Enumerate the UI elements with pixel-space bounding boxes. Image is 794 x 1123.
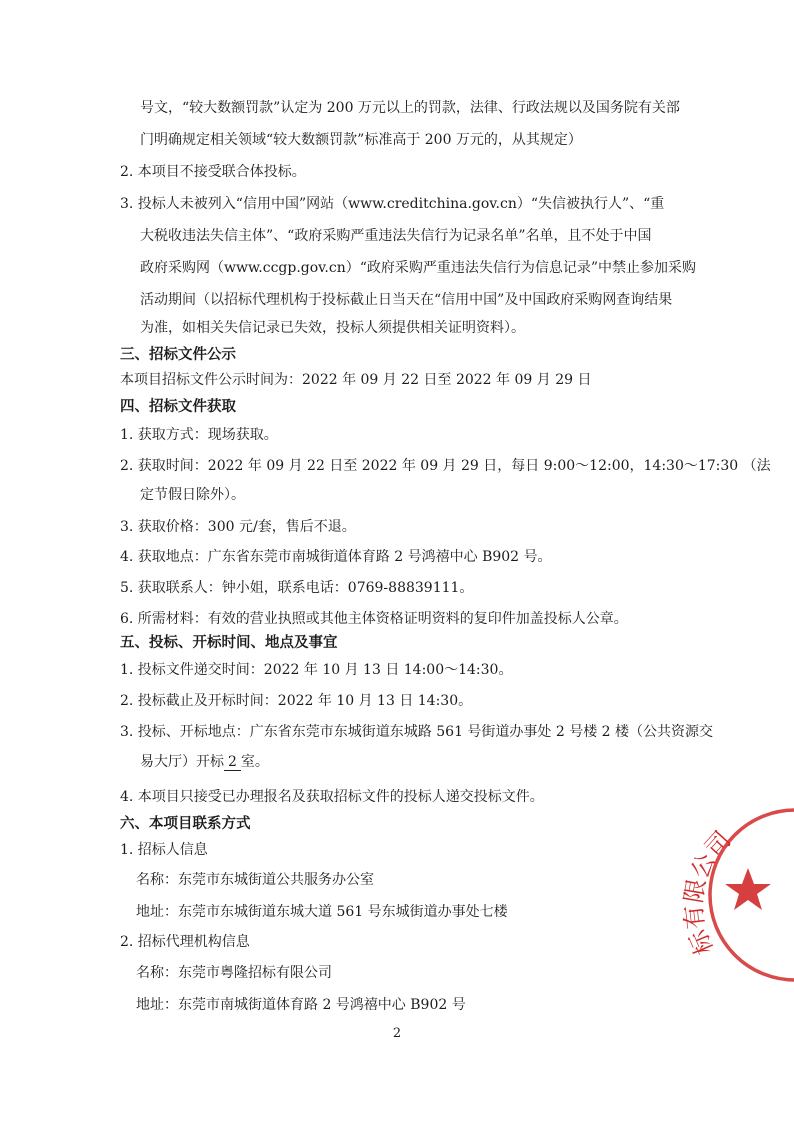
text-segment: 室。: [240, 754, 269, 770]
text-line: [140, 752, 269, 772]
room-number: 2: [224, 754, 241, 771]
text-line: 2. 本项目不接受联合体投标。: [120, 164, 306, 180]
text-line: 政府采购网（www.ccgp.gov.cn）“政府采购严重违法失信行为信息记录”中禁止参加采购: [140, 260, 697, 276]
text-line: 3. 获取价格：300 元/套，售后不退。: [120, 519, 356, 535]
text-line: 地址：东莞市东城街道东城大道 561 号东城街道办事处七楼: [136, 904, 508, 920]
text-line: 5. 获取联系人：钟小姐，联系电话：0769-88839111。: [120, 580, 474, 596]
text-line: 名称：东莞市粤隆招标有限公司: [136, 965, 332, 981]
seal-text: [679, 826, 736, 959]
section-heading: 六、本项目联系方式: [120, 816, 251, 832]
text-line: 地址：东莞市南城街道体育路 2 号鸿禧中心 B902 号: [136, 997, 466, 1013]
text-line: 2. 获取时间：2022 年 09 月 22 日至 2022 年 09 月 29 日，每日 9:00～12:00，14:30～17:30 （法: [120, 458, 771, 474]
text-line: 2. 招标代理机构信息: [120, 934, 250, 950]
text-line: 为准，如相关失信记录已失效，投标人须提供相关证明资料）。: [140, 320, 525, 336]
text-line: 1. 招标人信息: [120, 842, 208, 858]
text-line: 号文，“较大数额罚款”认定为 200 万元以上的罚款，法律、行政法规以及国务院有关部: [140, 100, 680, 116]
company-seal-stamp: [679, 800, 794, 990]
text-line: 门明确规定相关领域“较大数额罚款”标准高于 200 万元的，从其规定）: [140, 132, 582, 148]
text-line: 6. 所需材料：有效的营业执照或其他主体资格证明资料的复印件加盖投标人公章。: [120, 611, 628, 627]
page-number: 2: [392, 1026, 402, 1041]
text-line: 活动期间（以招标代理机构于投标截止日当天在“信用中国”及中国政府采购网查询结果: [140, 292, 673, 308]
text-line: 4. 本项目只接受已办理报名及获取招标文件的投标人递交投标文件。: [120, 789, 544, 805]
section-heading: 三、招标文件公示: [120, 347, 236, 363]
text-line: 3. 投标人未被列入“信用中国”网站（www.creditchina.gov.cn）“失信被执行人”、“重: [120, 196, 665, 212]
text-line: 2. 投标截止及开标时间：2022 年 10 月 13 日 14:30。: [120, 693, 473, 709]
section-heading: 四、招标文件获取: [120, 399, 236, 415]
seal-star-icon: [725, 868, 771, 910]
text-segment: 易大厅）开标: [140, 754, 224, 770]
text-line: 大税收违法失信主体”、“政府采购严重违法失信行为记录名单”名单，且不处于中国: [140, 228, 652, 244]
seal-text-path: 标有限公司: [679, 825, 737, 959]
text-line: 1. 获取方式：现场获取。: [120, 427, 278, 443]
text-line: 定节假日除外）。: [140, 487, 245, 503]
text-line: 本项目招标文件公示时间为：2022 年 09 月 22 日至 2022 年 09 月 29 日: [120, 372, 592, 388]
text-line: 名称：东莞市东城街道公共服务办公室: [136, 872, 374, 888]
text-line: 3. 投标、开标地点：广东省东莞市东城街道东城路 561 号街道办事处 2 号楼 2 楼（公共资源交: [120, 724, 714, 740]
section-heading: 五、投标、开标时间、地点及事宜: [120, 635, 338, 651]
text-line: 4. 获取地点：广东省东莞市南城街道体育路 2 号鸿禧中心 B902 号。: [120, 549, 552, 565]
text-line: 1. 投标文件递交时间：2022 年 10 月 13 日 14:00～14:30。: [120, 662, 513, 678]
